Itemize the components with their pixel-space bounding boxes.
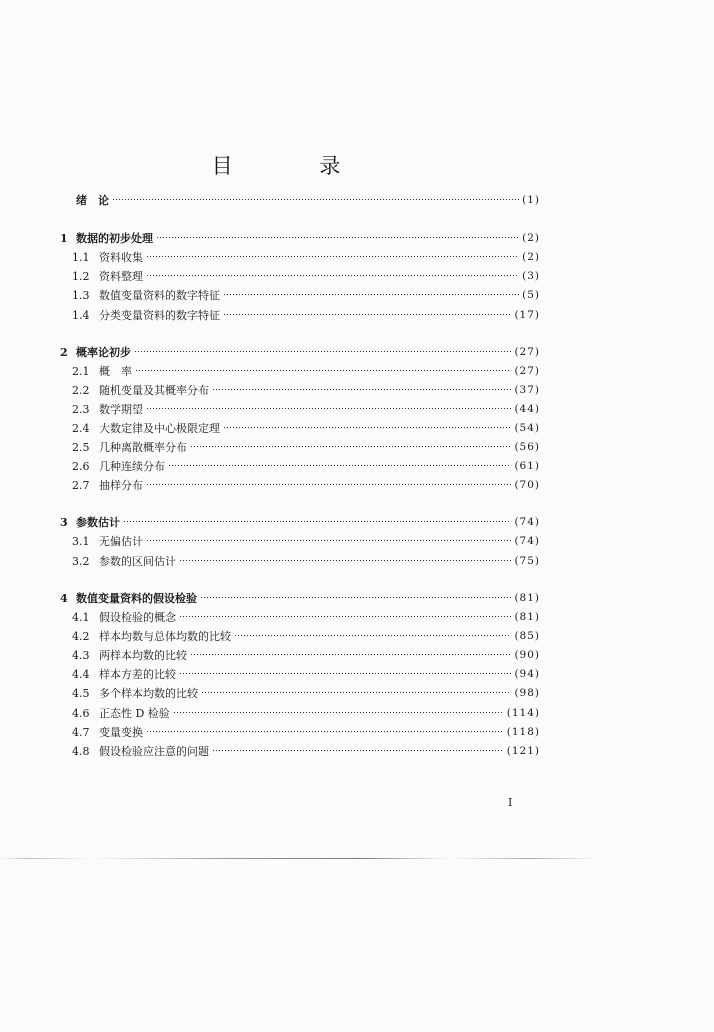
entry-page-number: (3) (522, 270, 540, 282)
toc-section-entry[interactable] (72, 438, 540, 456)
entry-page-number: (94) (514, 668, 540, 680)
toc-section-entry[interactable] (72, 476, 540, 494)
entry-label: 资料整理 (99, 270, 143, 283)
entry-number: 4.2 (72, 629, 90, 643)
entry-number: 2.1 (72, 364, 90, 378)
entry-number: 2.7 (72, 478, 90, 492)
entry-page-number: (54) (514, 422, 540, 434)
toc-section-entry[interactable] (72, 400, 540, 418)
entry-page-number: (56) (514, 441, 540, 453)
entry-label: 数学期望 (99, 403, 143, 416)
dot-leader (123, 521, 511, 524)
entry-number: 4.8 (72, 744, 90, 758)
entry-label: 抽样分布 (99, 479, 143, 492)
dot-leader (112, 199, 519, 202)
entry-label: 资料收集 (99, 251, 143, 264)
dot-leader (146, 731, 504, 734)
toc-chapter-entry[interactable] (60, 343, 540, 361)
scan-edge-line (0, 858, 600, 859)
dot-leader (168, 465, 511, 468)
entry-page-number: (118) (506, 726, 540, 738)
entry-label: 多个样本均数的比较 (99, 687, 198, 700)
entry-page-number: (2) (522, 251, 540, 263)
entry-page-number: (81) (514, 592, 540, 604)
entry-page-number: (44) (514, 403, 540, 415)
dot-leader (134, 351, 511, 354)
entry-number: 1.3 (72, 288, 90, 302)
entry-number: 2 (60, 345, 68, 359)
entry-label: 变量变换 (99, 726, 143, 739)
entry-number: 4.4 (72, 667, 90, 681)
toc-chapter-entry[interactable] (60, 513, 540, 531)
entry-label: 大数定律及中心极限定理 (99, 422, 220, 435)
entry-label: 数值变量资料的假设检验 (76, 592, 197, 605)
toc-section-entry[interactable] (72, 665, 540, 683)
dot-leader (146, 484, 511, 487)
entry-label: 样本均数与总体均数的比较 (99, 630, 231, 643)
dot-leader (190, 446, 511, 449)
entry-number: 1.1 (72, 250, 90, 264)
dot-leader (146, 275, 519, 278)
dot-leader (223, 427, 511, 430)
entry-page-number: (5) (522, 289, 540, 301)
dot-leader (212, 750, 504, 753)
dot-leader (146, 408, 511, 411)
toc-section-entry[interactable] (72, 248, 540, 266)
entry-number: 4 (60, 591, 68, 605)
toc-chapter-entry[interactable] (60, 589, 540, 607)
entry-page-number: (27) (514, 365, 540, 377)
dot-leader (156, 237, 519, 240)
entry-number: 4.3 (72, 648, 90, 662)
entry-number: 3 (60, 515, 68, 529)
toc-section-entry[interactable] (72, 306, 540, 324)
toc-section-entry[interactable] (72, 532, 540, 550)
entry-number: 2.3 (72, 402, 90, 416)
dot-leader (212, 389, 511, 392)
entry-page-number: (2) (522, 232, 540, 244)
toc-section-entry[interactable] (72, 362, 540, 380)
dot-leader (223, 314, 511, 317)
dot-leader (190, 654, 511, 657)
toc-section-entry[interactable] (72, 552, 540, 570)
entry-label: 几种连续分布 (99, 460, 165, 473)
entry-number: 4.5 (72, 686, 90, 700)
dot-leader (223, 294, 519, 297)
page-number: I (508, 796, 513, 809)
toc-section-entry[interactable] (72, 286, 540, 304)
entry-number: 2.5 (72, 440, 90, 454)
entry-page-number: (1) (522, 194, 540, 206)
entry-number: 4.7 (72, 725, 90, 739)
entry-number: 1.4 (72, 308, 90, 322)
entry-page-number: (98) (514, 687, 540, 699)
entry-page-number: (61) (514, 460, 540, 472)
entry-label: 假设检验应注意的问题 (99, 745, 209, 758)
entry-label: 随机变量及其概率分布 (99, 384, 209, 397)
entry-number: 1.2 (72, 269, 90, 283)
toc-section-entry[interactable] (72, 608, 540, 626)
entry-page-number: (114) (506, 707, 540, 719)
toc-chapter-entry[interactable] (60, 229, 540, 247)
entry-label: 分类变量资料的数字特征 (99, 309, 220, 322)
entry-number: 1 (60, 231, 68, 245)
entry-page-number: (90) (514, 649, 540, 661)
entry-label: 样本方差的比较 (99, 668, 176, 681)
entry-number: 4.1 (72, 610, 90, 624)
entry-number: 3.2 (72, 554, 90, 568)
entry-label: 两样本均数的比较 (99, 649, 187, 662)
entry-label: 几种离散概率分布 (99, 441, 187, 454)
toc-section-entry[interactable] (72, 704, 540, 722)
entry-label: 参数估计 (76, 516, 120, 529)
entry-number: 2.4 (72, 421, 90, 435)
entry-number: 2.2 (72, 383, 90, 397)
entry-page-number: (75) (514, 555, 540, 567)
entry-label: 绪 论 (76, 194, 109, 207)
toc-section-entry[interactable] (72, 381, 540, 399)
entry-number: 4.6 (72, 706, 90, 720)
dot-leader (179, 673, 511, 676)
dot-leader (179, 560, 511, 563)
toc-section-entry[interactable] (72, 684, 540, 702)
entry-number: 2.6 (72, 459, 90, 473)
entry-page-number: (27) (514, 346, 540, 358)
entry-label: 数据的初步处理 (76, 232, 153, 245)
dot-leader (146, 256, 519, 259)
toc-section-entry[interactable] (72, 742, 540, 760)
entry-label: 数值变量资料的数字特征 (99, 289, 220, 302)
toc-section-entry[interactable] (72, 419, 540, 437)
entry-page-number: (85) (514, 630, 540, 642)
page-title: 目 录 (211, 154, 381, 178)
entry-label: 概率论初步 (76, 346, 131, 359)
entry-label: 概 率 (99, 365, 132, 378)
dot-leader (234, 635, 511, 638)
dot-leader (200, 597, 511, 600)
toc-section-entry[interactable] (72, 723, 540, 741)
entry-page-number: (121) (506, 745, 540, 757)
toc-section-entry[interactable] (72, 457, 540, 475)
entry-label: 无偏估计 (99, 535, 143, 548)
entry-label: 正态性 D 检验 (99, 707, 170, 720)
entry-page-number: (81) (514, 611, 540, 623)
entry-page-number: (74) (514, 535, 540, 547)
entry-page-number: (74) (514, 516, 540, 528)
entry-number: 3.1 (72, 534, 90, 548)
toc-section-entry[interactable] (72, 267, 540, 285)
dot-leader (146, 540, 511, 543)
dot-leader (179, 616, 511, 619)
entry-page-number: (37) (514, 384, 540, 396)
entry-page-number: (70) (514, 479, 540, 491)
dot-leader (201, 692, 511, 695)
dot-leader (135, 370, 511, 373)
dot-leader (173, 712, 504, 715)
entry-label: 假设检验的概念 (99, 611, 176, 624)
entry-page-number: (17) (514, 309, 540, 321)
toc-section-entry[interactable] (72, 627, 540, 645)
toc-section-entry[interactable] (72, 646, 540, 664)
entry-label: 参数的区间估计 (99, 555, 176, 568)
toc-chapter-entry[interactable] (60, 191, 540, 209)
